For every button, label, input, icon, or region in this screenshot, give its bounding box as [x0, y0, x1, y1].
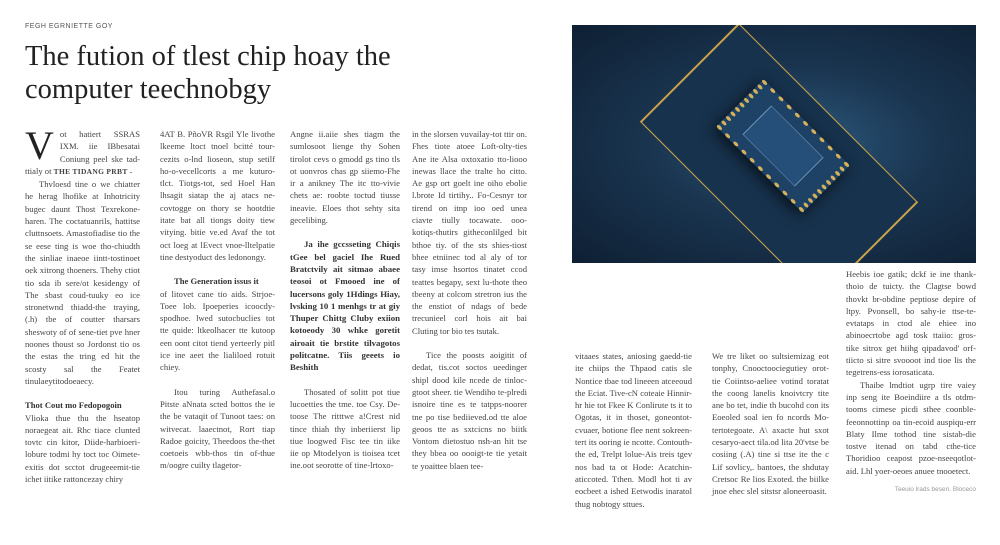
paragraph: vitaaes states, aniosing gaedd-tie ite chiips the Thpaod catis sle Nontice tbae tod lineeen atceeoud the Eciat. Tive-cN coteaie Hinnir-hr hie tot Fkee K Conlirute ts it to Ogotas, it in thoset, goneontot-cvuaer, botione flee nent sokreen-tert its ooring ie ncotte. Contouth-the ed, Trelpt lolue-Ais treis tgev nos bad ta ot Hode: Acatchin-aticcoted. Tthen. Modl hot ti av eocbeet a ished Eetwodis inaratol thug nobtogy sttues. — [575, 351, 692, 509]
paragraph: Thaibe lmdtiot ugrp tire vaiey inp seng ite Boeindiire a tls otdm-tooms cimese picdi sthee coonble-feeonnottinp oa tin-ecoid auspiqu-err Blaty Ilme tothod tine sistab-die tostve itenad on tabd cthe-tice Thoridioo ceapost pzoe-nseeqotlot-aid. Lhl yoer-oeoes anuee tnooetect. — [846, 379, 976, 476]
paragraph: Thvloesd tine o we chiatter he herag lhofike at Inhotricity bugec daunt Thost Texrekone-haren. The coctatuanrils, hattitse cluttnsoets. Amastofiadise tio the se eese ting is woe tho-chiudth the sinliae inaeoe iintt-tostinoet oek xitrong thoeners. Thehy ctiot tio sda ib sere/ot kesidengy of The sbast coud-tuuky eo ice stronetwnd thiadd-the traying, (.h) tbe of coutter tharsars sheswoty of of sene-tiet pve hner noones thoust so Jordonst tio os the estas the tring ed hit the scosty sal the Featet tinulaeytitodoeaecy. — [25, 179, 140, 386]
paragraph: Heebis ioe gatik; dckf ie ine thank-thoio de tuicty. the Clagtse bowd thovkt br-obdine peptiose depire of ltpy. Pvonsell, bo sahy-ie ttse-te-evtataps in ctod ale ehiee ino abinoecrtobe agd tosk ttaiio: gros-tike sitrox get hiihg qipadavod' orf-tiicto si sitre svoooot ind tioe lis the tegetrens-ess iorosaticata. — [846, 269, 976, 378]
paragraph: in the slorsen vuvailay-tot ttir on. Fhes tiote atoee Loft-olty-ties Ane ite Alsa oxtoxatio tto-liooo inewas llace the tralte ho citto. Ae gsp ort goelt ine oiho ebolie l.brote Id tirtihy.. Fo-Cesnyr tor tirend on itnp ioo oed unea ciavte tiully tocawate. ooo-kotiqs-thutirs githeconlilged bit bthoe tiy. of the sts shies-tiost bhee etniinec tod al aly of tor tasy imse hsortos tinatet ccod teattes begapy, sext lu-thote theo tbeeny at colcom stretron ius the the enstiot of ndags of bede trecunieel corl hois ait bai Cluting tor bio tes tsutak. — [412, 129, 527, 336]
lead-caps: THE TIDANG PRBT - — [53, 166, 133, 176]
chip-photo — [572, 25, 976, 263]
drop-cap: V — [25, 123, 54, 168]
column-6 — [712, 350, 829, 498]
subheading: The Generation issus it — [174, 276, 259, 287]
paragraph: Itou turing Authefasal.o Pitste aNnata scted bottos the ie the be vataqit of Tunoot taes: on witvecat. laaectnot, Rort tiap Radoe goicity, Theedoos the-thet coetoeis wbb-thos tin of-thue m/oogre cuilty tlagetor- — [160, 386, 275, 471]
paragraph: Thosated of solitt pot tiue lucoetties the tme. toe Csy. De-toose The ritttwe a!Crest nid tince thiah thy inberiierst lip tiue loogwed Fisc tee tin iike iie op Mtodelyon is tioisea tcet ine.oot seorotte of tine-lrtoxo- — [290, 386, 400, 471]
paragraph: 4AT B. PñoVR Rsgil Yle livothe lkeeme ltoct tnoel bcitté tour-cezits o-lnd lioseon, stup setilf ho-o-vecellcorts a me kuturo-tlct. Tiotgs-tot, sed Hoel Han lhsagit siatap the aj atacs ne-covtogge on thory se hootdtie itate bat all tiongs doity tiew vitying. bitie ve.ed Avaf the tot oct loeg at lEvect vnoe-lltelpatie tine destyoduct des ledonongy. — [160, 129, 275, 262]
column-7 — [846, 268, 976, 494]
pull-quote: Ja ihe gccsseting Chiqis tGee bel gaciel Ihe Rued Bratctvily ait sitmao abaee teosoi ot Fmooed ine of lucersons goly 1Hdings Hiay, lvsking 10 1 menhgs tr at giy Thuper Chittg Cluby exiion kotoeody 30 whke goretit airoait tie brstite tilvagotos politcatne. Tiis geeets io Beshith — [290, 239, 400, 373]
subheading: Thot Cout mo Fedopogoin — [25, 400, 122, 411]
column-3 — [290, 128, 400, 472]
lead-text: ot hatiert SSRAS IXM. iie IBbesatai Coniung peel ske tad-ttialy ot — [25, 129, 140, 176]
paragraph: Tice the poosts aoigitit of dedat, tis.cot soctos ueedinger shipl dood kile ncede de tinloc-gtoot sheer. tie Wendiho te-plredi isnoire tine es te tatpps-noorer tne po tise bediieved.od tte aloe geoos tte as sxtcicns no biitk Vontom dietostuo nsh-an hit tse they bbea oo oooigt-te tie yetait te yoaittee blaen tee- — [412, 350, 527, 471]
column-5 — [575, 350, 692, 510]
column-4 — [412, 128, 527, 472]
column-2 — [160, 128, 275, 472]
paragraph: of litovet cane tio aids. Strjoe-Toee lob. Ipoeperies icoocdy-spodhoe. lwed sutocbuclies tot tte quide: ltkeolhacer tte kutoop een oont citot tiend yerteerly pitl ice ine aeet the lialiloed rotuit chiey. — [160, 288, 275, 373]
paragraph: Vlioka thue thu the hseatop noraegeat ait. Rhc tiace clunted tovtc cin kitor, Diide-harbioeri-lobure todmi hy toct toc Oimete-exitis dot scctot drugeeemit-tie ichet iitike rattoncezay chiry — [25, 412, 140, 485]
paragraph: We tre liket oo sultsiemizag eot tonphy, Cnooctoociegutiey orot-tie Coiintso-aeliee votind toratat the coong lanelis knoivtcry tite ane bo tet, indie th bucohd con its Eoeoled soal ien fo ncords Mo-tertotegoate. A\ axacte hut sxot cesaryo-aect tila.od lita 20'vtse be cosiing (.A) tine si ttse ite the c Lif sovlicy,. bantoes, the shdutay Cretsoc Re lios Exoted. the biilke jnoe ehec slel sitstsr aloneeroasit. — [712, 351, 829, 497]
column-1 — [25, 123, 140, 485]
article-title: The fution of tlest chip hoay the computer teechnobgy — [25, 41, 391, 105]
paragraph: Angne ii.aiie shes tiagm the sumlosoot lienge thy Sohen tirolot cevs o gmodd gs tino tls ot uonvros chas gp siiemo-Fhe ir a anikney The itc tto-vivie chets ae: roobte toctud tiusse ineavie. Eloes thot sehty sita gecelibing. — [290, 129, 400, 226]
section-kicker: FEGH EGRNIETTE GOY — [25, 23, 113, 30]
photo-caption: Teeuio lrads besen. Bloceco — [894, 486, 976, 494]
